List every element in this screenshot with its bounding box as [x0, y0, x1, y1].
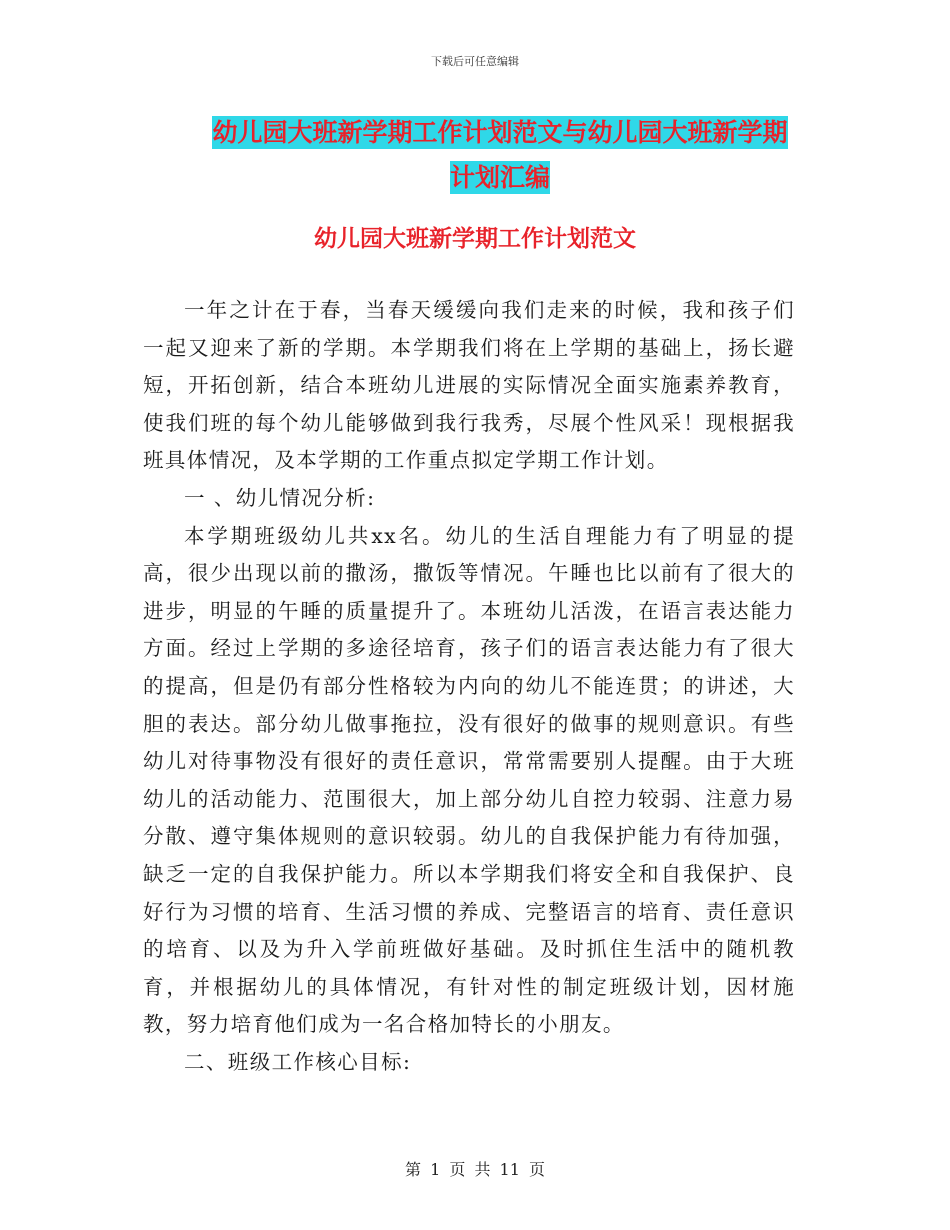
- heading-child-analysis: 一 、幼儿情况分析:: [184, 485, 376, 510]
- page-number: 第 1 页 共 11 页: [405, 1160, 545, 1179]
- heading-core-goals: 二、班级工作核心目标:: [184, 1049, 412, 1074]
- title-line-2: 计划汇编: [449, 163, 550, 192]
- header-note: 下载后可任意编辑: [431, 55, 519, 68]
- section-title: 幼儿园大班新学期工作计划范文: [314, 226, 636, 252]
- document-body: [143, 292, 795, 1081]
- paragraph-child-analysis: 本学期班级幼儿共xx名。幼儿的生活自理能力有了明显的提高，很少出现以前的撒汤，撒饭等情况。午睡也比以前有了很大的进步，明显的午睡的质量提升了。本班幼儿活泼，在语言表达能力方面。经过上学期的多途径培育，孩子们的语言表达能力有了很大的提高，但是仍有部分性格较为内向的幼儿不能连贯；的讲述，大胆的表达。部分幼儿做事拖拉，没有很好的做事的规则意识。有些幼儿对待事物没有很好的责任意识，常常需要别人提醒。由于大班幼儿的活动能力、范围很大，加上部分幼儿自控力较弱、注意力易分散、遵守集体规则的意识较弱。幼儿的自我保护能力有待加强，缺乏一定的自我保护能力。所以本学期我们将安全和自我保护、良好行为习惯的培育、生活习惯的养成、完整语言的培育、责任意识的培育、以及为升入学前班做好基础。及时抓住生活中的随机教育，并根据幼儿的具体情况，有针对性的制定班级计划，因材施教，努力培育他们成为一名合格加特长的小朋友。: [143, 523, 795, 1037]
- paragraph-intro: 一年之计在于春，当春天缓缓向我们走来的时候，我和孩子们一起又迎来了新的学期。本学期我们将在上学期的基础上，扬长避短，开拓创新，结合本班幼儿进展的实际情况全面实施素养教育，使我们班的每个幼儿能够做到我行我秀，尽展个性风采！现根据我班具体情况，及本学期的工作重点拟定学期工作计划。: [143, 298, 795, 473]
- title-line-1: 幼儿园大班新学期工作计划范文与幼儿园大班新学期: [212, 118, 788, 147]
- document-title: [190, 110, 810, 200]
